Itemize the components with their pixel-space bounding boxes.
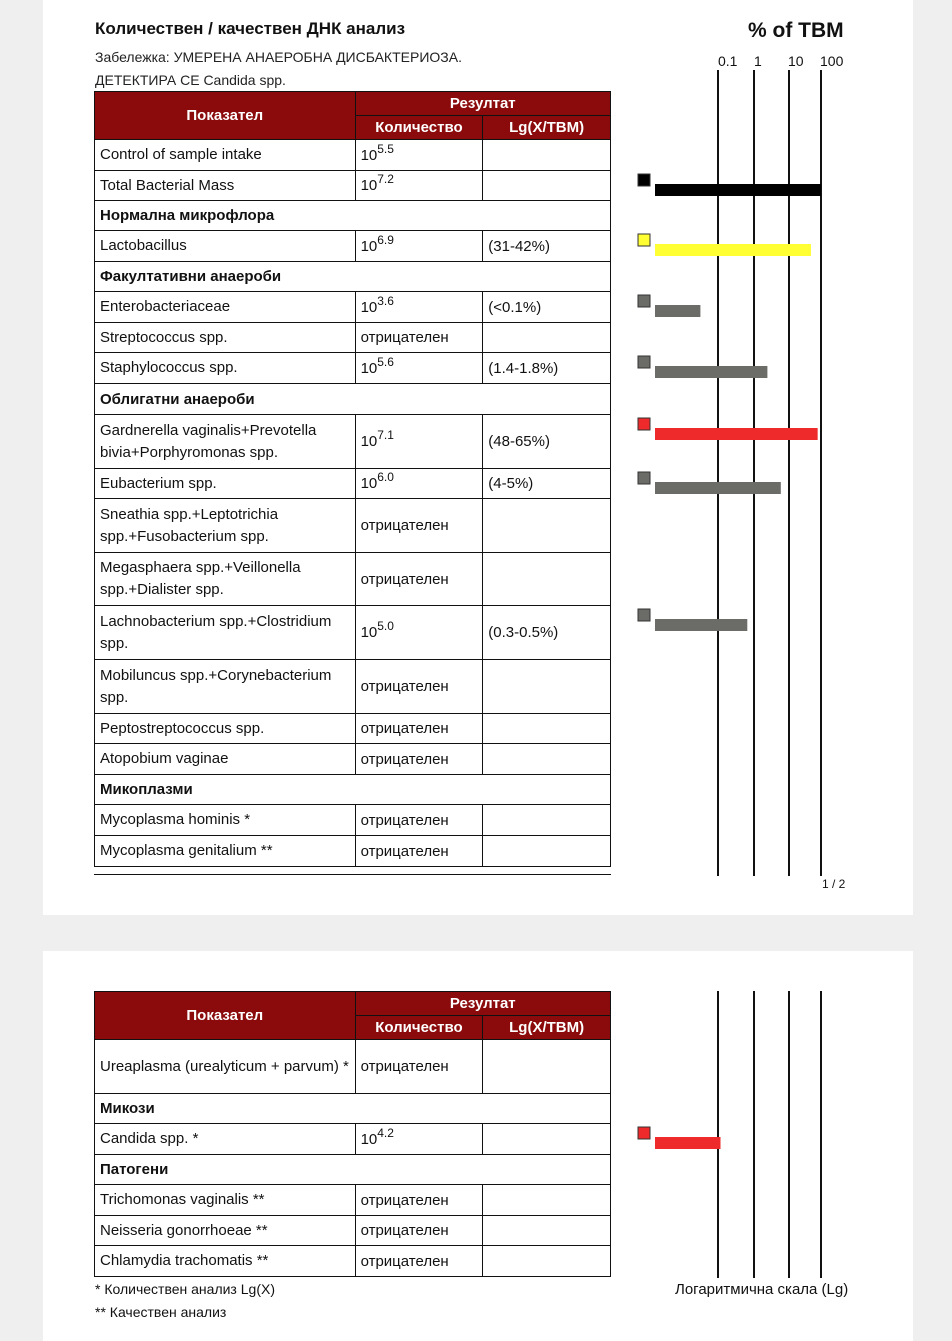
quantity-cell bbox=[355, 499, 483, 553]
quantity-base: 10 bbox=[360, 433, 378, 450]
results-table-page1 bbox=[94, 91, 611, 867]
bar bbox=[655, 366, 767, 378]
section-title: Микоплазми bbox=[95, 775, 611, 805]
results-body-page2 bbox=[95, 1040, 611, 1277]
quantity-base: отрицателен bbox=[360, 1058, 449, 1075]
quantity-cell bbox=[355, 714, 483, 744]
quantity-cell bbox=[355, 469, 483, 499]
quantity-cell bbox=[355, 323, 483, 353]
lg-cell bbox=[483, 140, 611, 171]
quantity-base: отрицателен bbox=[360, 678, 449, 695]
indicator-name: Mycoplasma hominis * bbox=[95, 805, 356, 836]
indicator-name: Sneathia spp.+Leptotrichia spp.+Fusobacterium spp. bbox=[95, 499, 356, 553]
bar bbox=[655, 619, 747, 631]
quantity-base: 10 bbox=[360, 624, 378, 641]
table-row bbox=[95, 836, 611, 867]
report-page-2 bbox=[43, 951, 913, 1341]
lg-cell bbox=[483, 323, 611, 353]
scale-tick-100: 100 bbox=[820, 53, 844, 69]
section-row bbox=[95, 775, 611, 805]
lg-cell bbox=[483, 292, 611, 323]
quantity-base: отрицателен bbox=[360, 1222, 449, 1239]
scale-tick-10: 10 bbox=[788, 53, 804, 69]
quantity-cell bbox=[355, 1040, 483, 1094]
indicator-name: Lachnobacterium spp.+Clostridium spp. bbox=[95, 606, 356, 660]
table-row bbox=[95, 499, 611, 553]
indicator-name: Lactobacillus bbox=[95, 231, 356, 262]
indicator-name: Atopobium vaginae bbox=[95, 744, 356, 775]
lg-cell bbox=[483, 660, 611, 714]
indicator-name: Ureaplasma (urealyticum + parvum) * bbox=[95, 1040, 356, 1094]
quantity-base: 10 bbox=[360, 1130, 378, 1148]
report-page-1 bbox=[43, 0, 913, 915]
lg-cell bbox=[483, 805, 611, 836]
indicator-name: Gardnerella vaginalis+Prevotella bivia+Porphyromonas spp. bbox=[95, 415, 356, 469]
quantity-base: 10 bbox=[360, 298, 378, 316]
section-row bbox=[95, 1155, 611, 1185]
quantity-cell bbox=[355, 1216, 483, 1246]
report-note-line2: ДЕТЕКТИРА СЕ Candida spp. bbox=[95, 72, 286, 88]
table-row bbox=[95, 469, 611, 499]
table-row bbox=[95, 231, 611, 262]
lg-value: (1.4-1.8%) bbox=[488, 359, 559, 377]
quantity-exponent: 3.6 bbox=[377, 293, 394, 308]
lg-value: (31-42%) bbox=[488, 237, 550, 255]
quantity-base: отрицателен bbox=[360, 720, 449, 737]
indicator-name: Streptococcus spp. bbox=[95, 323, 356, 353]
lg-cell bbox=[483, 1124, 611, 1155]
section-row bbox=[95, 1094, 611, 1124]
indicator-name: Chlamydia trachomatis ** bbox=[95, 1246, 356, 1277]
legend-marker bbox=[638, 418, 650, 430]
indicator-name: Staphylococcus spp. bbox=[95, 353, 356, 384]
quantity-cell bbox=[355, 1246, 483, 1277]
bar bbox=[655, 482, 781, 494]
lg-cell bbox=[483, 469, 611, 499]
indicator-name: Mycoplasma genitalium ** bbox=[95, 836, 356, 867]
legend-marker bbox=[638, 472, 650, 484]
quantity-base: 10 bbox=[360, 475, 378, 492]
quantity-cell bbox=[355, 836, 483, 867]
section-title: Факултативни анаероби bbox=[95, 262, 611, 292]
header-indicator-p2: Показател bbox=[95, 992, 356, 1040]
indicator-name: Control of sample intake bbox=[95, 140, 356, 171]
quantity-base: отрицателен bbox=[360, 842, 449, 860]
results-table-page2 bbox=[94, 991, 611, 1277]
legend-marker bbox=[638, 356, 650, 368]
quantity-exponent: 4.2 bbox=[377, 1125, 394, 1140]
quantity-base: 10 bbox=[360, 146, 378, 164]
quantity-base: отрицателен bbox=[360, 1252, 449, 1270]
quantity-base: отрицателен bbox=[360, 517, 449, 534]
quantity-exponent: 6.9 bbox=[377, 232, 394, 247]
table-row bbox=[95, 805, 611, 836]
lg-cell bbox=[483, 836, 611, 867]
report-title: Количествен / качествен ДНК анализ bbox=[95, 19, 406, 38]
indicator-name: Trichomonas vaginalis ** bbox=[95, 1185, 356, 1216]
quantity-exponent: 5.6 bbox=[377, 354, 394, 369]
scale-tick-1: 1 bbox=[754, 53, 762, 69]
table-row bbox=[95, 1185, 611, 1216]
table-row bbox=[95, 1040, 611, 1094]
header-lg: Lg(X/TBM) bbox=[483, 116, 611, 140]
table-row bbox=[95, 353, 611, 384]
quantity-exponent: 7.1 bbox=[377, 428, 394, 442]
quantity-cell bbox=[355, 606, 483, 660]
legend-marker bbox=[638, 234, 650, 246]
lg-cell bbox=[483, 606, 611, 660]
table-row bbox=[95, 1246, 611, 1277]
results-body-page1 bbox=[95, 140, 611, 867]
lg-cell bbox=[483, 744, 611, 775]
lg-cell bbox=[483, 1216, 611, 1246]
lg-value: (48-65%) bbox=[488, 433, 550, 450]
quantity-exponent: 7.2 bbox=[377, 172, 394, 186]
lg-cell bbox=[483, 171, 611, 201]
section-row bbox=[95, 201, 611, 231]
quantity-base: отрицателен bbox=[360, 570, 449, 588]
quantity-exponent: 5.5 bbox=[377, 141, 394, 156]
lg-value: (0.3-0.5%) bbox=[488, 624, 559, 641]
legend-marker bbox=[638, 1127, 650, 1139]
header-indicator: Показател bbox=[95, 92, 356, 140]
lg-cell bbox=[483, 1246, 611, 1277]
tbm-bar-chart-page2 bbox=[603, 991, 903, 1278]
table-row bbox=[95, 744, 611, 775]
bar bbox=[655, 1137, 721, 1149]
quantity-cell bbox=[355, 805, 483, 836]
lg-cell bbox=[483, 231, 611, 262]
quantity-cell bbox=[355, 140, 483, 171]
indicator-name: Megasphaera spp.+Veillonella spp.+Dialister spp. bbox=[95, 553, 356, 606]
lg-cell bbox=[483, 499, 611, 553]
lg-cell bbox=[483, 1185, 611, 1216]
table-row bbox=[95, 660, 611, 714]
quantity-exponent: 5.0 bbox=[377, 619, 394, 633]
table-row bbox=[95, 323, 611, 353]
header-lg-p2: Lg(X/TBM) bbox=[483, 1016, 611, 1040]
indicator-name: Candida spp. * bbox=[95, 1124, 356, 1155]
legend-marker bbox=[638, 174, 650, 186]
lg-cell bbox=[483, 353, 611, 384]
header-result-p2: Резултат bbox=[355, 992, 610, 1016]
quantity-cell bbox=[355, 292, 483, 323]
table-row bbox=[95, 714, 611, 744]
section-title: Нормална микрофлора bbox=[95, 201, 611, 231]
tbm-bar-chart-page1 bbox=[603, 70, 903, 876]
header-quantity: Количество bbox=[355, 116, 483, 140]
quantity-base: 10 bbox=[360, 237, 378, 255]
legend-quantitative: * Количествен анализ Lg(X) bbox=[95, 1281, 275, 1297]
table-row bbox=[95, 171, 611, 201]
scale-title: % of TBM bbox=[748, 19, 844, 42]
table-row bbox=[95, 415, 611, 469]
quantity-exponent: 6.0 bbox=[377, 470, 394, 484]
bar bbox=[655, 428, 818, 440]
indicator-name: Mobiluncus spp.+Corynebacterium spp. bbox=[95, 660, 356, 714]
section-title: Патогени bbox=[95, 1155, 611, 1185]
indicator-name: Neisseria gonorrhoeae ** bbox=[95, 1216, 356, 1246]
report-note-line1: Забележка: УМЕРЕНА АНАЕРОБНА ДИСБАКТЕРИОЗА. bbox=[95, 49, 462, 65]
lg-value: (4-5%) bbox=[488, 475, 534, 492]
quantity-base: 10 bbox=[360, 359, 378, 377]
quantity-cell bbox=[355, 1185, 483, 1216]
quantity-base: отрицателен bbox=[360, 329, 449, 346]
section-row bbox=[95, 262, 611, 292]
scale-tick-0.1: 0.1 bbox=[718, 53, 738, 69]
indicator-name: Total Bacterial Mass bbox=[95, 171, 356, 201]
lg-value: (<0.1%) bbox=[488, 298, 542, 316]
bar bbox=[655, 184, 821, 196]
bar bbox=[655, 305, 700, 317]
quantity-cell bbox=[355, 415, 483, 469]
table-row bbox=[95, 553, 611, 606]
quantity-base: 10 bbox=[360, 177, 378, 194]
quantity-cell bbox=[355, 231, 483, 262]
quantity-cell bbox=[355, 553, 483, 606]
table-row bbox=[95, 1124, 611, 1155]
quantity-cell bbox=[355, 660, 483, 714]
legend-qualitative: ** Качествен анализ bbox=[95, 1304, 227, 1320]
legend-marker bbox=[638, 609, 650, 621]
quantity-cell bbox=[355, 353, 483, 384]
section-row bbox=[95, 384, 611, 415]
table-bottom-rule bbox=[94, 874, 611, 875]
table-row bbox=[95, 140, 611, 171]
quantity-cell bbox=[355, 171, 483, 201]
quantity-cell bbox=[355, 744, 483, 775]
header-result: Резултат bbox=[355, 92, 610, 116]
header-quantity-p2: Количество bbox=[355, 1016, 483, 1040]
lg-cell bbox=[483, 415, 611, 469]
quantity-base: отрицателен bbox=[360, 811, 449, 829]
lg-cell bbox=[483, 1040, 611, 1094]
quantity-cell bbox=[355, 1124, 483, 1155]
table-row bbox=[95, 292, 611, 323]
bar bbox=[655, 244, 811, 256]
legend-marker bbox=[638, 295, 650, 307]
table-row bbox=[95, 606, 611, 660]
section-title: Облигатни анаероби bbox=[95, 384, 611, 415]
quantity-base: отрицателен bbox=[360, 1191, 449, 1209]
lg-cell bbox=[483, 553, 611, 606]
lg-cell bbox=[483, 714, 611, 744]
page-number: 1 / 2 bbox=[822, 877, 846, 891]
log-scale-label: Логаритмична скала (Lg) bbox=[675, 1281, 849, 1298]
quantity-base: отрицателен bbox=[360, 750, 449, 768]
indicator-name: Peptostreptococcus spp. bbox=[95, 714, 356, 744]
section-title: Микози bbox=[95, 1094, 611, 1124]
table-row bbox=[95, 1216, 611, 1246]
indicator-name: Eubacterium spp. bbox=[95, 469, 356, 499]
indicator-name: Enterobacteriaceae bbox=[95, 292, 356, 323]
